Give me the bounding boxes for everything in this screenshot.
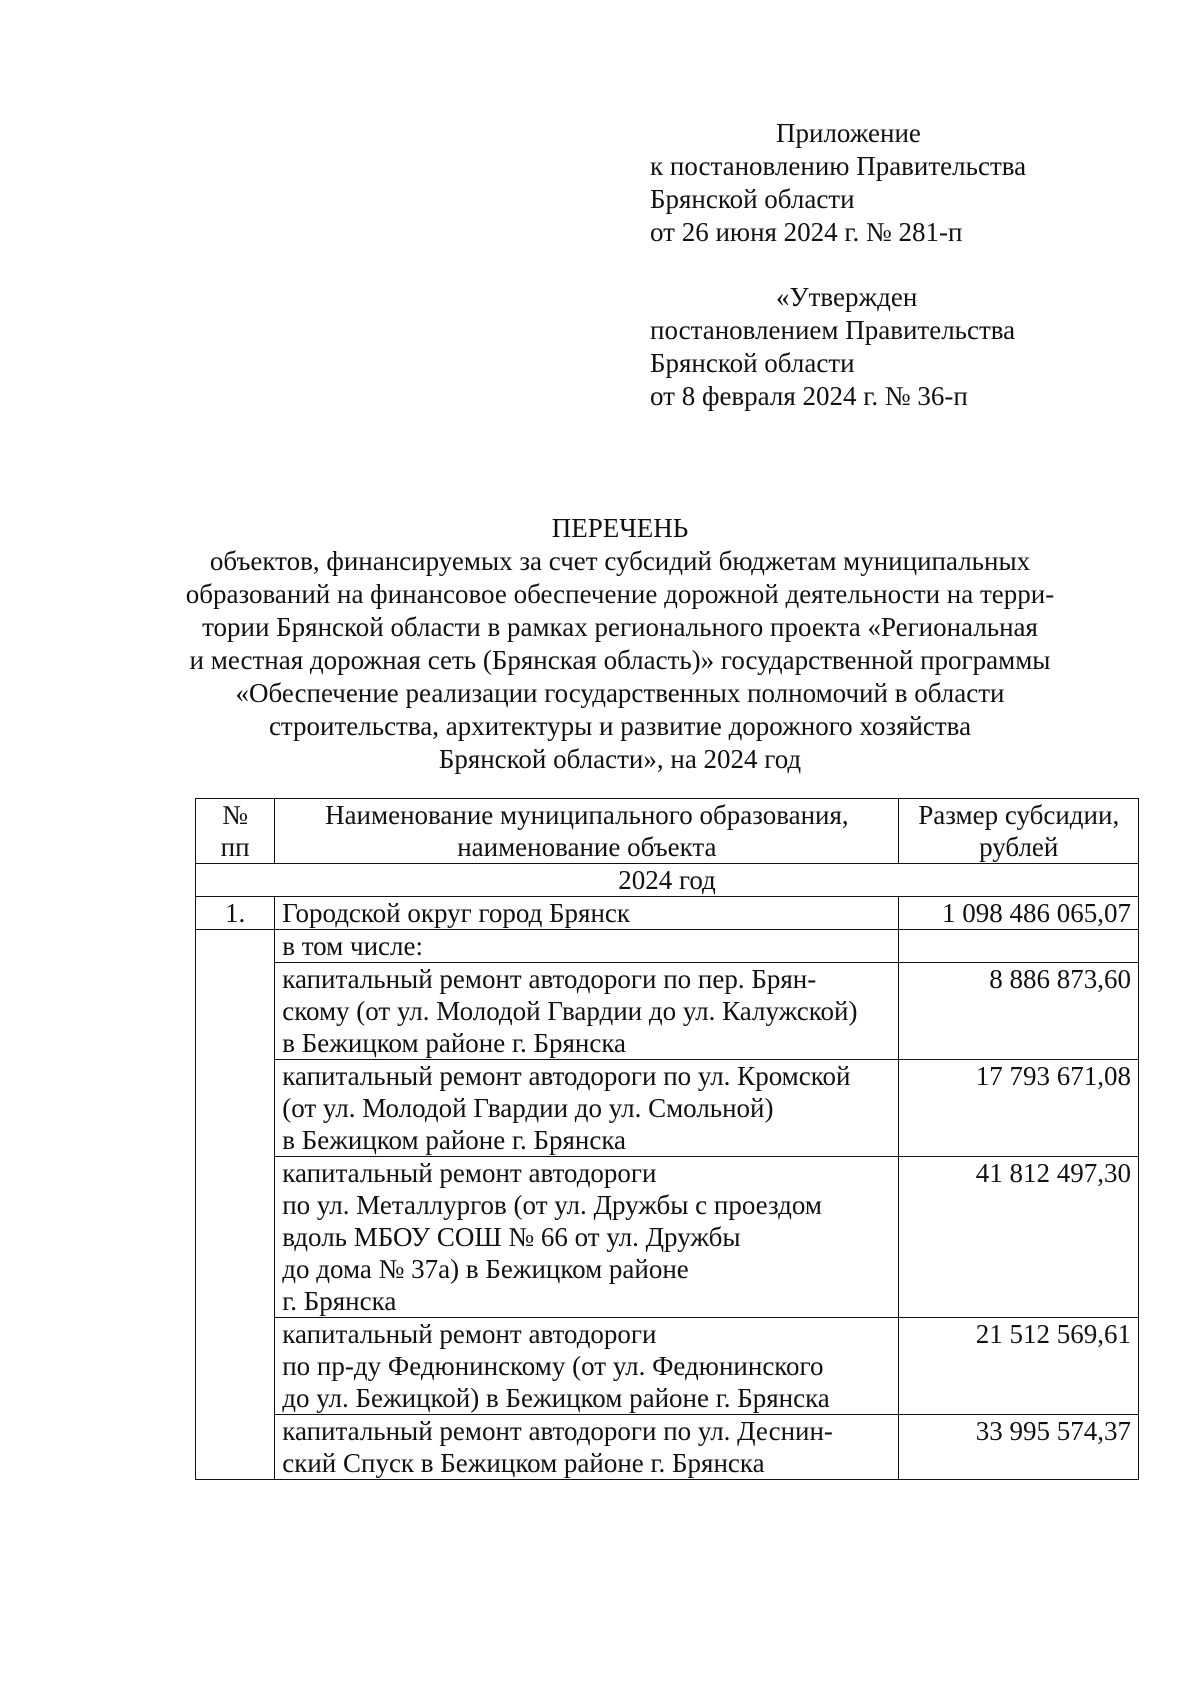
object-name: капитальный ремонт автодороги по пер. Брян- скому (от ул. Молодой Гвардии до ул. Калужской) в Бежицком районе г. Брянска [275, 963, 899, 1060]
table-row [196, 930, 1139, 963]
header-name: Наименование муниципального образования, наименование объекта [275, 799, 899, 864]
object-name: капитальный ремонт автодороги по пр-ду Федюнинскому (от ул. Федюнинского до ул. Бежицкой) в Бежицком районе г. Брянска [275, 1318, 899, 1415]
approved-line-3: от 8 февраля 2024 г. № 36-п [650, 381, 968, 411]
table-row [196, 963, 1139, 1060]
approved-line-2: Брянской области [650, 348, 855, 378]
object-name: капитальный ремонт автодороги по ул. Металлургов (от ул. Дружбы с проездом вдоль МБОУ СОШ № 66 от ул. Дружбы до дома № 37а) в Бежицком районе г. Брянска [275, 1157, 899, 1318]
table-row [196, 897, 1139, 930]
appendix-line-2: Брянской области [650, 184, 855, 214]
including-sum-empty [899, 930, 1139, 963]
row-number-empty [196, 930, 275, 963]
municipality-name: Городской округ город Брянск [275, 897, 899, 930]
row-number-empty [196, 963, 275, 1060]
row-number-empty [196, 1318, 275, 1415]
approved-line-1: постановлением Правительства [650, 315, 1016, 345]
table-header-row [196, 799, 1139, 864]
object-sum: 17 793 671,08 [899, 1060, 1139, 1157]
heading-line: и местная дорожная сеть (Брянская область)» государственной программы [189, 645, 1051, 675]
including-label: в том числе: [275, 930, 899, 963]
approved-title: «Утвержден [776, 282, 918, 312]
year-row [196, 864, 1139, 897]
table-row [196, 1157, 1139, 1318]
row-number-empty [196, 1415, 275, 1480]
heading-line: тории Брянской области в рамках регионального проекта «Региональная [202, 612, 1038, 642]
heading-line: образований на финансовое обеспечение дорожной деятельности на терри- [185, 579, 1055, 609]
municipality-sum: 1 098 486 065,07 [899, 897, 1139, 930]
appendix-line-1: к постановлению Правительства [650, 151, 1027, 181]
object-name: капитальный ремонт автодороги по ул. Деснин- ский Спуск в Бежицком районе г. Брянска [275, 1415, 899, 1480]
table-row [196, 1318, 1139, 1415]
year-cell: 2024 год [196, 864, 1139, 897]
subsidy-table [195, 798, 1139, 1480]
heading-title: ПЕРЕЧЕНЬ [551, 513, 689, 543]
table-row [196, 1415, 1139, 1480]
object-name: капитальный ремонт автодороги по ул. Кромской (от ул. Молодой Гвардии до ул. Смольной) в Бежицком районе г. Брянска [275, 1060, 899, 1157]
object-sum: 21 512 569,61 [899, 1318, 1139, 1415]
row-number-empty [196, 1060, 275, 1157]
heading-line: строительства, архитектуры и развитие дорожного хозяйства [268, 711, 972, 741]
object-sum: 8 886 873,60 [899, 963, 1139, 1060]
heading-line: объектов, финансируемых за счет субсидий бюджетам муниципальных [209, 546, 1031, 576]
table-row [196, 1060, 1139, 1157]
object-sum: 33 995 574,37 [899, 1415, 1139, 1480]
heading-line: «Обеспечение реализации государственных полномочий в области [235, 678, 1005, 708]
header-number: № пп [196, 799, 275, 864]
header-sum: Размер субсидии, рублей [899, 799, 1139, 864]
heading-line: Брянской области», на 2024 год [438, 744, 802, 774]
row-number: 1. [196, 897, 275, 930]
row-number-empty [196, 1157, 275, 1318]
appendix-line-3: от 26 июня 2024 г. № 281-п [650, 217, 963, 247]
object-sum: 41 812 497,30 [899, 1157, 1139, 1318]
appendix-title: Приложение [776, 118, 921, 148]
